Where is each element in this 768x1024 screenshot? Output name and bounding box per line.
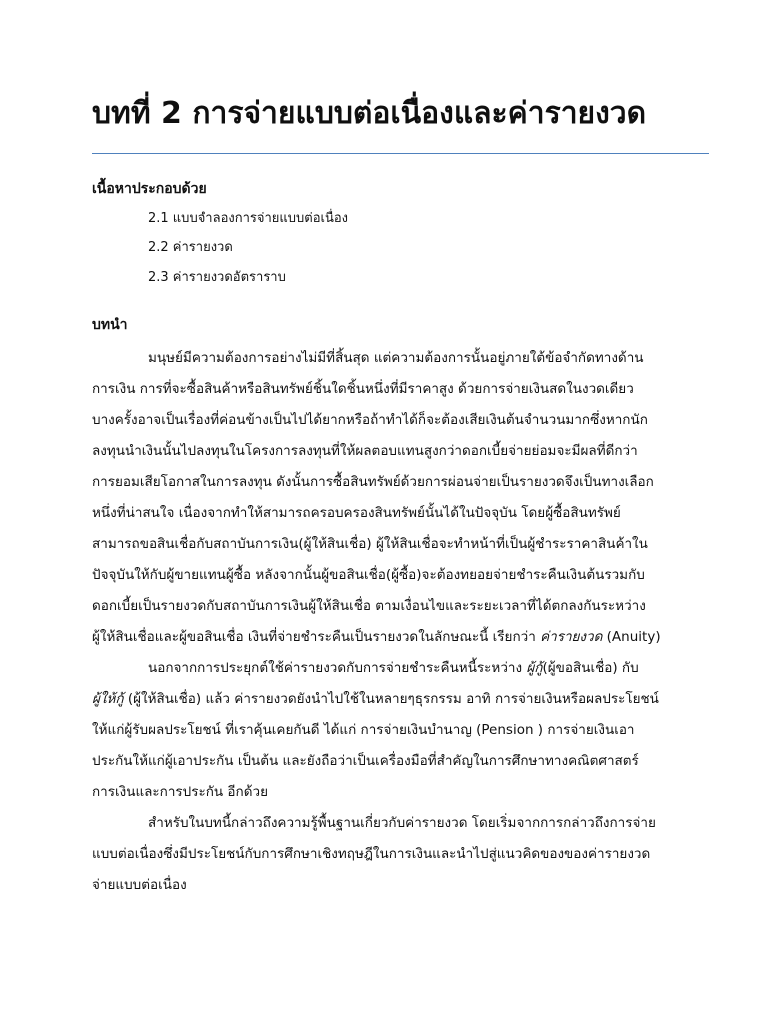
paragraph-1-line: การยอมเสียโอกาสในการลงทุน ดังนั้นการซื้อสินทรัพย์ด้วยการผ่อนจ่ายเป็นรายงวดจึงเป็นทางเลือก [92, 474, 654, 490]
paragraph-1-line: สามารถขอสินเชื่อกับสถาบันการเงิน(ผู้ให้สินเชื่อ) ผู้ให้สินเชื่อจะทำหน้าที่เป็นผู้ชำระราคาสินค้าใน [92, 536, 648, 552]
paragraph-1-line: การเงิน การที่จะซื้อสินค้าหรือสินทรัพย์ชิ้นใดชิ้นหนึ่งที่มีราคาสูง ด้วยการจ่ายเงินสดในงวดเดียว [92, 381, 634, 397]
title-divider [92, 153, 709, 154]
text-span: นอกจากการประยุกต์ใช้ค่ารายงวดกับการจ่ายชำระคืนหนี้ระหว่าง [148, 660, 527, 676]
paragraph-2-line [148, 657, 639, 679]
contents-heading: เนื้อหาประกอบด้วย [92, 181, 207, 197]
paragraph-2-line: ให้แก่ผู้รับผลประโยชน์ ที่เราคุ้นเคยกันดี ได้แก่ การจ่ายเงินบำนาญ (Pension ) การจ่ายเงินเอา [92, 722, 635, 738]
paragraph-1-line: มนุษย์มีความต้องการอย่างไม่มีที่สิ้นสุด แต่ความต้องการนั้นอยู่ภายใต้ข้อจำกัดทางด้าน [148, 350, 644, 366]
toc-item-2-3: 2.3 ค่ารายงวดอัตราราบ [148, 270, 286, 285]
paragraph-1-line: ดอกเบี้ยเป็นรายงวดกับสถาบันการเงินผู้ให้สินเชื่อ ตามเงื่อนไขและระยะเวลาที่ได้ตกลงกันระหว่าง [92, 598, 646, 614]
text-span: (ผู้ขอสินเชื่อ) กับ [542, 660, 639, 676]
text-span: (ผู้ให้สินเชื่อ) แล้ว ค่ารายงวดยังนำไปใช้ในหลายๆธุรกรรม อาทิ การจ่ายเงินหรือผลประโยชน์ [123, 691, 659, 707]
paragraph-2-line: การเงินและการประกัน อีกด้วย [92, 784, 268, 800]
paragraph-3-line: สำหรับในบทนี้กล่าวถึงความรู้พื้นฐานเกี่ยวกับค่ารายงวด โดยเริ่มจากการกล่าวถึงการจ่าย [148, 815, 656, 831]
paragraph-1-line: บางครั้งอาจเป็นเรื่องที่ค่อนข้างเป็นไปได้ยากหรือถ้าทำได้ก็จะต้องเสียเงินต้นจำนวนมากซึ่งหากนัก [92, 412, 648, 428]
text-span: ผู้ให้สินเชื่อและผู้ขอสินเชื่อ เงินที่จ่ายชำระคืนเป็นรายงวดในลักษณะนี้ เรียกว่า [92, 629, 541, 645]
paragraph-3-line: จ่ายแบบต่อเนื่อง [92, 877, 187, 893]
term-lender-italic: ผู้ให้กู้ [92, 691, 124, 707]
paragraph-1-line: หนึ่งที่น่าสนใจ เนื่องจากทำให้สามารถครอบครองสินทรัพย์นั้นได้ในปัจจุบัน โดยผู้ซื้อสินทรัพย์ [92, 505, 621, 521]
paragraph-3-line: แบบต่อเนื่องซึ่งมีประโยชน์กับการศึกษาเชิงทฤษฎีในการเงินและนำไปสู่แนวคิดของของค่ารายงวด [92, 846, 651, 862]
paragraph-1-last-line [92, 626, 661, 648]
term-borrower-italic: ผู้กู้ [526, 660, 543, 676]
toc-item-2-1: 2.1 แบบจำลองการจ่ายแบบต่อเนื่อง [148, 211, 349, 226]
paragraph-1-line: ปัจจุบันให้กับผู้ขายแทนผู้ซื้อ หลังจากนั้นผู้ขอสินเชื่อ(ผู้ซื้อ)จะต้องทยอยจ่ายชำระคืนเงินต้นรวมกับ [92, 567, 645, 583]
text-span: (Anuity) [602, 629, 661, 645]
toc-item-2-2: 2.2 ค่ารายงวด [148, 240, 233, 255]
chapter-title: บทที่ 2 การจ่ายแบบต่อเนื่องและค่ารายงวด [92, 96, 647, 131]
term-annuity-italic: ค่ารายงวด [540, 629, 603, 645]
paragraph-1-line: ลงทุนนำเงินนั้นไปลงทุนในโครงการลงทุนที่ให้ผลตอบแทนสูงกว่าดอกเบี้ยจ่ายย่อมจะมีผลที่ดีกว่า [92, 443, 638, 459]
paragraph-2-line [92, 688, 659, 710]
paragraph-2-line: ประกันให้แก่ผู้เอาประกัน เป็นต้น และยังถือว่าเป็นเครื่องมือที่สำคัญในการศึกษาทางคณิตศาสตร์ [92, 753, 639, 769]
intro-heading: บทนำ [92, 317, 128, 333]
